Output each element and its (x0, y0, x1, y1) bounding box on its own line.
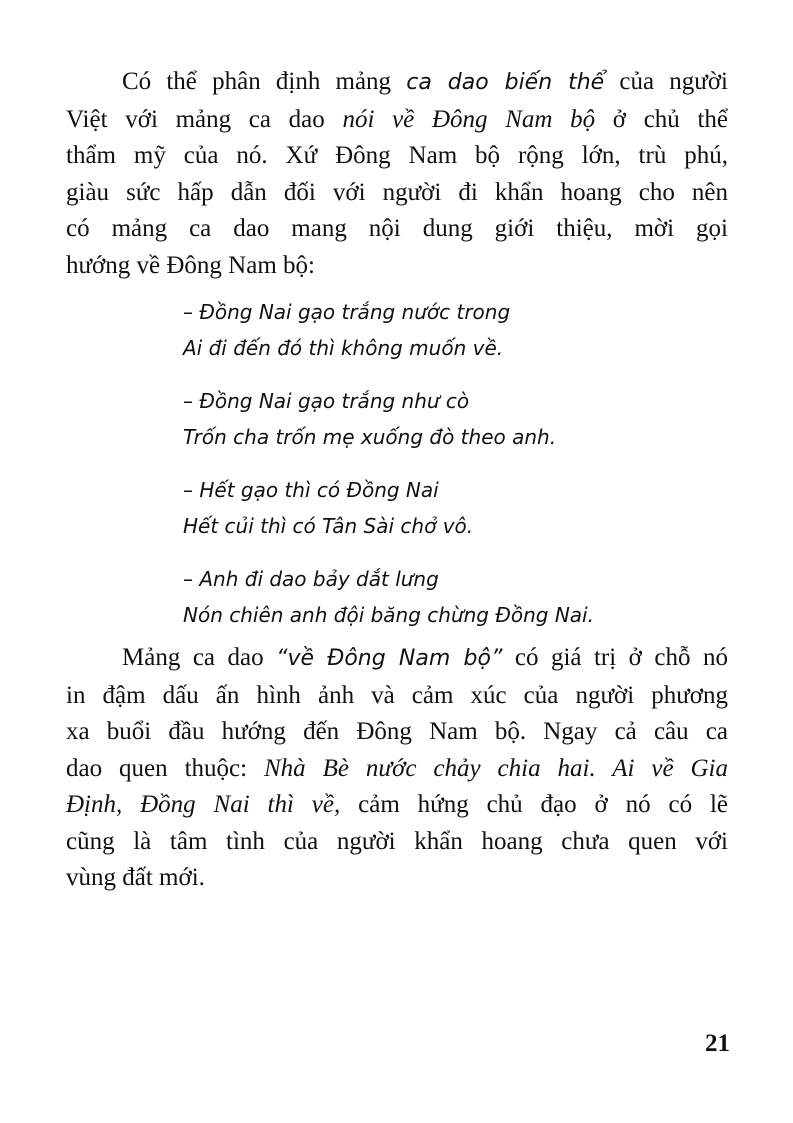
text-run: Mảng ca dao (122, 644, 277, 671)
paragraph-intro (66, 64, 728, 284)
italic-term: nói về Đông Nam bộ (342, 105, 596, 133)
paragraph-analysis-line-7: vùng đất mới. (66, 864, 205, 891)
paragraph-intro-line-5: có mảng ca dao mang nội dung giới thiệu, mời gọi (66, 215, 728, 242)
text-run: có giá trị ở chỗ nó (502, 644, 728, 671)
verse-line: – Hết gạo thì có Đồng Nai (183, 478, 439, 502)
paragraph-intro-line-1 (66, 64, 728, 102)
paragraph-intro-line-6: hướng về Đông Nam bộ: (66, 251, 315, 279)
text-run: ở chủ thể (595, 105, 729, 133)
italic-term: “về Đông Nam bộ” (276, 646, 503, 671)
paragraph-analysis-line-3: xa buổi đầu hướng đến Đông Nam bộ. Ngay cả câu ca (66, 718, 728, 745)
italic-quote: Nhà Bè nước chảy chia hai. Ai về Gia (264, 754, 728, 782)
page-number: 21 (705, 1030, 730, 1057)
text-run: của người (604, 68, 728, 95)
paragraph-intro-line-3: thẩm mỹ của nó. Xứ Đông Nam bộ rộng lớn, trù phú, (66, 142, 728, 169)
paragraph-analysis-line-1 (66, 640, 728, 678)
text-run: cảm hứng chủ đạo ở nó có lẽ (340, 791, 728, 818)
paragraph-analysis-line-6: cũng là tâm tình của người khẩn hoang chưa quen với (66, 827, 728, 855)
italic-term: ca dao biến thể (406, 70, 605, 95)
verse-line: – Đồng Nai gạo trắng như cò (183, 389, 470, 413)
text-run: Có thể phân định mảng (122, 68, 407, 95)
text-run: Việt với mảng ca dao (66, 105, 343, 133)
verse-stanza (183, 472, 703, 544)
paragraph-intro-line-4: giàu sức hấp dẫn đối với người đi khẩn hoang cho nên (66, 178, 728, 206)
verse-line: Hết củi thì có Tân Sài chở vô. (183, 514, 474, 538)
paragraph-analysis (66, 640, 728, 897)
folk-verses (183, 294, 703, 650)
verse-line: Ai đi đến đó thì không muốn về. (183, 336, 504, 360)
verse-line: – Anh đi dao bảy dắt lưng (183, 567, 439, 591)
verse-line: – Đồng Nai gạo trắng nước trong (183, 300, 511, 324)
paragraph-analysis-line-4 (66, 751, 728, 788)
paragraph-analysis-line-5 (66, 787, 728, 824)
paragraph-intro-line-2 (66, 102, 728, 139)
verse-stanza (183, 383, 703, 455)
italic-quote: Định, Đồng Nai thì về, (66, 791, 341, 818)
paragraph-analysis-line-2: in đậm dấu ấn hình ảnh và cảm xúc của người phương (66, 681, 728, 709)
verse-stanza (183, 561, 703, 633)
verse-line: Trốn cha trốn mẹ xuống đò theo anh. (183, 425, 557, 449)
verse-stanza (183, 294, 703, 366)
verse-line: Nón chiên anh đội băng chừng Đồng Nai. (183, 603, 594, 627)
text-run: dao quen thuộc: (66, 754, 264, 782)
